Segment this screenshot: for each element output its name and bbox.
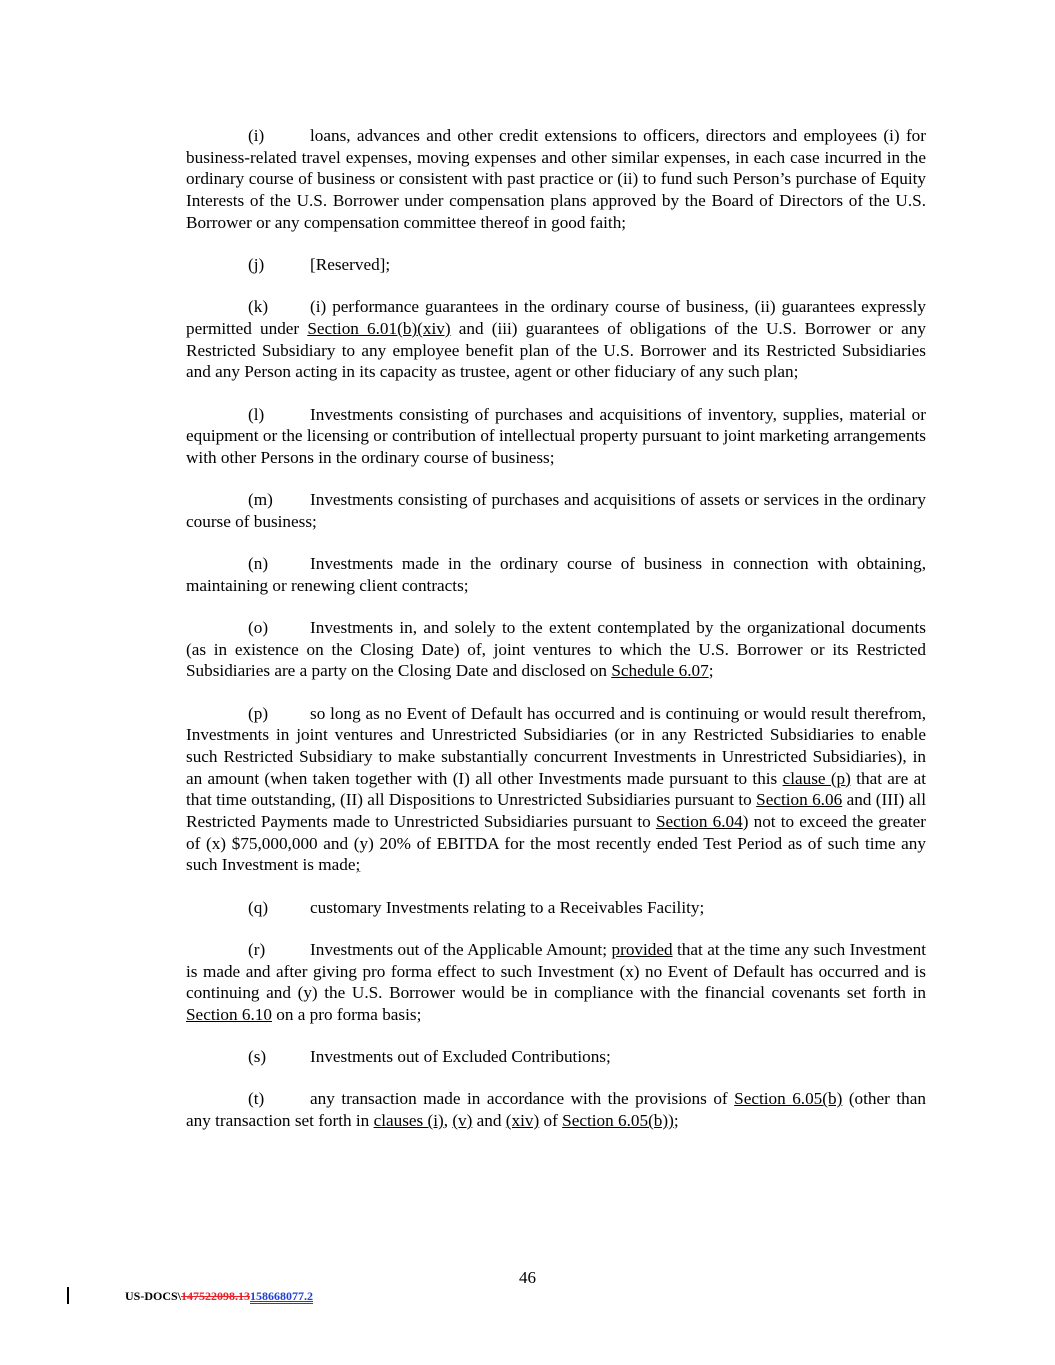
- clause-paragraph: [186, 897, 926, 919]
- clause-paragraph: [186, 254, 926, 276]
- document-id-prefix: US-DOCS\: [125, 1289, 182, 1303]
- clause-label: (l): [248, 404, 265, 424]
- clause-label: (k): [248, 297, 269, 317]
- clause-paragraph: [186, 553, 926, 596]
- clause-text: ,: [443, 1111, 453, 1131]
- clause-label: (p): [248, 703, 269, 723]
- clause-text: of: [539, 1111, 563, 1131]
- clause-text: Investments consisting of purchases and acquisitions of assets or services in the ordinary course of business;: [186, 490, 926, 531]
- clause-text: and (III) all Restricted Payments made to Unrestricted Subsidiaries pursuant to: [186, 790, 926, 832]
- clause-paragraph: [186, 296, 926, 383]
- clause-label: (j): [248, 255, 265, 275]
- clause-text: on a pro forma basis;: [271, 1005, 422, 1024]
- cross-reference: Section 6.06: [756, 790, 843, 810]
- clause-text: that are at that time outstanding, (II) all Dispositions to Unrestricted Subsidiaries pursuant to: [186, 768, 926, 810]
- cross-reference: Section 6.05(b)): [562, 1111, 674, 1131]
- clause-label: (i): [248, 126, 265, 145]
- cross-reference: clause (p): [782, 768, 851, 788]
- clause-text: Investments in, and solely to the extent contemplated by the organizational documents (as in existence on the Closing Date) of, joint ventures to which the U.S. Borrower or its Restricted Subsidiaries are a party on the Closing Date and disclosed on: [186, 617, 926, 681]
- clause-text: [Reserved];: [310, 255, 391, 275]
- document-id: [125, 1289, 313, 1304]
- clause-paragraph: [186, 1046, 926, 1068]
- clause-text: Investments out of the Applicable Amount;: [310, 939, 612, 959]
- cross-reference: Section 6.05(b): [734, 1089, 843, 1109]
- clause-label: (s): [248, 1047, 267, 1067]
- clause-text: ;: [708, 661, 714, 681]
- clause-label: (q): [248, 897, 269, 917]
- clause-text: (i) performance guarantees in the ordinary course of business, (ii) guarantees expressly permitted under: [186, 297, 926, 338]
- change-bar: [67, 1287, 69, 1304]
- clause-text: so long as no Event of Default has occurred and is continuing or would result therefrom, Investments in joint ventures and Unrestricted Subsidiaries (or in any Restricted Subsidiaries to enable such Restricted Subsidiary to make substantially concurrent Investments in Unrestricted Subsidiaries), in an amount (when taken together with (I) all other Investments made pursuant to this: [186, 703, 926, 788]
- cross-reference: clauses (i): [373, 1111, 444, 1131]
- clause-label: (t): [248, 1089, 265, 1109]
- clause-text: customary Investments relating to a Receivables Facility;: [310, 897, 705, 917]
- clause-text: that at the time any such Investment is made and after giving pro forma effect to such Investment (x) no Event of Default has occurred and is continuing and (y) the U.S. Borrower would be in compliance with the financial covenants set forth in: [186, 939, 926, 1003]
- clause-text: ;: [673, 1111, 679, 1131]
- page-number: 46: [519, 1268, 536, 1287]
- cross-reference: (xiv): [505, 1111, 540, 1131]
- clause-label: (r): [248, 939, 266, 959]
- clause-text: loans, advances and other credit extensions to officers, directors and employees (i) for business-related travel expenses, moving expenses and other similar expenses, in each case incurred in the ordinary course of business or consistent with past practice or (ii) to fund such Person’s purchase of Equity Interests of the U.S. Borrower under compensation plans approved by the Board of Directors of the U.S. Borrower or any compensation committee thereof in good faith;: [186, 126, 926, 232]
- cross-reference: Section 6.01(b)(xiv): [307, 318, 451, 338]
- cross-reference: provided: [611, 939, 673, 959]
- clause-text: (other than any transaction set forth in: [186, 1089, 926, 1131]
- clause-text: Investments made in the ordinary course of business in connection with obtaining, maintaining or renewing client contracts;: [186, 554, 926, 595]
- document-body: [186, 125, 926, 1152]
- cross-reference: Section 6.04: [655, 812, 743, 832]
- cross-reference: Section 6.10: [186, 1005, 272, 1024]
- document-id-deleted: 147522098.13: [181, 1289, 251, 1303]
- cross-reference: ;: [355, 855, 361, 875]
- clause-text: and: [472, 1111, 506, 1131]
- clause-paragraph: [186, 404, 926, 469]
- cross-reference: (v): [452, 1111, 473, 1131]
- document-id-inserted: 158668077.2: [250, 1289, 314, 1303]
- clause-text: Investments out of Excluded Contributions;: [310, 1047, 611, 1067]
- clause-paragraph: [186, 125, 926, 234]
- clause-text: ) not to exceed the greater of (x) $75,000,000 and (y) 20% of EBITDA for the most recently ended Test Period as of such time any such Investment is made: [186, 812, 926, 875]
- clause-label: (o): [248, 617, 269, 637]
- clause-text: any transaction made in accordance with the provisions of: [310, 1089, 735, 1109]
- clause-label: (m): [248, 490, 273, 510]
- clause-label: (n): [248, 554, 269, 574]
- cross-reference: Schedule 6.07: [611, 661, 709, 681]
- clause-paragraph: [186, 703, 926, 877]
- clause-paragraph: [186, 939, 926, 1026]
- clause-text: Investments consisting of purchases and acquisitions of inventory, supplies, material or equipment or the licensing or contribution of intellectual property pursuant to joint marketing arrangements with other Persons in the ordinary course of business;: [186, 404, 926, 467]
- clause-paragraph: [186, 617, 926, 682]
- clause-text: and (iii) guarantees of obligations of the U.S. Borrower or any Restricted Subsidiary to any employee benefit plan of the U.S. Borrower and its Restricted Subsidiaries and any Person acting in its capacity as trustee, agent or other fiduciary of any such plan;: [186, 318, 926, 382]
- clause-paragraph: [186, 489, 926, 532]
- clause-paragraph: [186, 1088, 926, 1131]
